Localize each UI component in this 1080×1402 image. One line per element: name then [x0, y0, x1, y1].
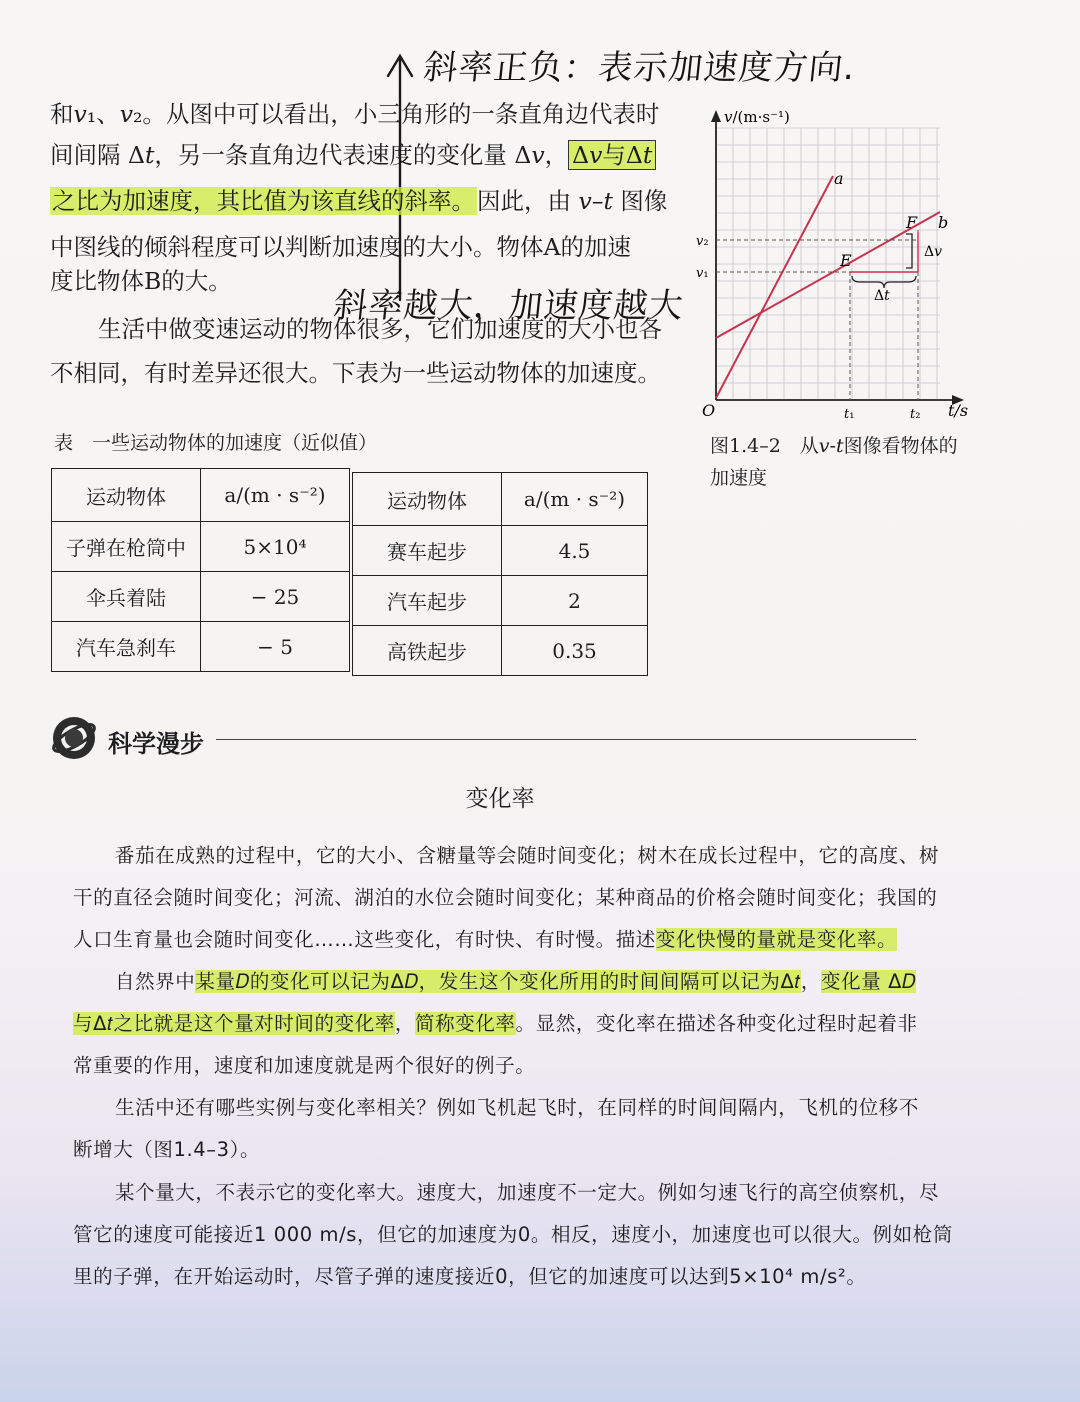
point-e-label: E	[840, 251, 852, 270]
point-f-label: F	[906, 213, 918, 232]
text-segment: 。显然，变化率在描述各种变化过程时起着非	[515, 1012, 918, 1035]
tick-v1: 𝑣₁	[696, 266, 709, 281]
table-cell: 2	[502, 576, 648, 626]
line-a	[716, 176, 833, 398]
text-segment: 人口生育量也会随时间变化……这些变化，有时快、有时慢。描述	[73, 928, 656, 951]
table-cell: 5×10⁴	[201, 522, 350, 572]
table-row	[353, 576, 648, 626]
text-line: 度比物体B的大。	[50, 267, 232, 295]
vt-graph	[690, 100, 980, 430]
table-cell: 汽车急刹车	[52, 622, 201, 672]
delta-t-brace	[852, 276, 916, 288]
text-line: 和𝑣₁、𝑣₂。从图中可以看出，小三角形的一条直角边代表时	[50, 100, 660, 128]
table-cell: − 25	[201, 572, 350, 622]
text-line: 不相同，有时差异还很大。下表为一些运动物体的加速度。	[50, 359, 661, 387]
text-segment: ，	[394, 1012, 416, 1035]
table-row	[353, 526, 648, 576]
handwritten-note-direction: 斜率正负：表示加速度方向.	[421, 48, 858, 88]
table-header: 运动物体	[353, 473, 502, 526]
acceleration-table	[51, 468, 350, 672]
text-segment: 因此，由 𝑣–𝑡 图像	[477, 187, 668, 215]
table-header-row	[353, 473, 648, 526]
table-row	[52, 622, 350, 672]
article-line: 管它的速度可能接近1 000 m/s，但它的加速度为0。相反，速度小，加速度也可以很大。例如枪筒	[73, 1223, 953, 1246]
table-cell: 汽车起步	[353, 576, 502, 626]
highlighted-definition: 某量𝐷的变化可以记为Δ𝐷，发生这个变化所用的时间间隔可以记为Δ𝑡	[195, 970, 801, 993]
text-line: 生活中做变速运动的物体很多，它们加速度的大小也各	[98, 315, 662, 343]
table-cell: 0.35	[502, 626, 648, 676]
highlighted-ratio: Δ𝑣与Δ𝑡	[568, 140, 656, 170]
highlighted-definition: 变化量 Δ𝐷	[821, 970, 917, 993]
section-divider	[216, 739, 916, 740]
y-axis-arrow	[711, 110, 721, 122]
table-cell: 赛车起步	[353, 526, 502, 576]
text-line	[50, 141, 656, 169]
text-segment: ，	[800, 970, 821, 993]
delta-v-label: Δ𝑣	[924, 244, 943, 260]
table-cell: 4.5	[502, 526, 648, 576]
text-line: 中图线的倾斜程度可以判断加速度的大小。物体A的加速	[50, 233, 631, 261]
table-header: 运动物体	[52, 469, 201, 522]
article-line: 干的直径会随时间变化；河流、湖泊的水位会随时间变化；某种商品的价格会随时间变化；我国的	[73, 886, 938, 909]
delta-v-brace	[906, 234, 912, 268]
line-b-label: 𝑏	[938, 213, 949, 232]
delta-t-label: Δ𝑡	[874, 288, 890, 304]
tick-t2: 𝑡₂	[910, 407, 921, 422]
science-globe-icon	[50, 714, 98, 762]
table-cell: 高铁起步	[353, 626, 502, 676]
article-title: 变化率	[465, 786, 535, 812]
table-row	[52, 572, 350, 622]
graph-grid	[716, 128, 943, 400]
tick-t1: 𝑡₁	[844, 407, 855, 422]
table-header: a/(m · s⁻²)	[502, 473, 648, 526]
article-line: 某个量大，不表示它的变化率大。速度大，加速度不一定大。例如匀速飞行的高空侦察机，尽	[115, 1181, 940, 1204]
line-a-label: 𝑎	[834, 169, 844, 188]
table-cell: 伞兵着陆	[52, 572, 201, 622]
text-segment: 间间隔 Δ𝑡，另一条直角边代表速度的变化量 Δ𝑣，	[50, 141, 569, 169]
article-line: 番茄在成熟的过程中，它的大小、含糖量等会随时间变化；树木在成长过程中，它的高度、树	[115, 844, 940, 867]
table-row	[353, 626, 648, 676]
highlighted-definition: 与Δ𝑡之比就是这个量对时间的变化率	[73, 1012, 395, 1035]
highlighted-definition: 简称变化率	[415, 1012, 516, 1035]
x-axis-label: 𝑡/s	[948, 401, 969, 420]
y-axis-label: 𝑣/(m·s⁻¹)	[724, 108, 790, 126]
article-line: 里的子弹，在开始运动时，尽管子弹的速度接近0，但它的加速度可以达到5×10⁴ m/s²。	[73, 1265, 867, 1288]
highlighted-definition: 变化快慢的量就是变化率。	[655, 928, 898, 951]
origin-label: O	[702, 401, 716, 420]
article-line	[73, 1014, 918, 1034]
table-row	[52, 522, 350, 572]
highlighted-definition: 之比为加速度，其比值为该直线的斜率。	[52, 187, 475, 215]
table-cell: 子弹在枪筒中	[52, 522, 201, 572]
article-line: 断增大（图1.4–3）。	[73, 1138, 261, 1161]
text-segment: 自然界中	[115, 970, 196, 993]
table-header: a/(m · s⁻²)	[201, 469, 350, 522]
acceleration-table-right	[352, 472, 648, 676]
handwritten-arrow	[380, 50, 420, 310]
table-header-row	[52, 469, 350, 522]
figure-caption: 图1.4–2 从𝑣-𝑡图像看物体的加速度	[710, 435, 958, 489]
article-line	[115, 972, 916, 992]
article-line	[73, 930, 897, 950]
text-line	[50, 187, 668, 215]
tick-v2: 𝑣₂	[696, 234, 709, 249]
table-cell: − 5	[201, 622, 350, 672]
handwritten-note-slope: 斜率越大，加速度越大	[331, 286, 686, 326]
article-line: 生活中还有哪些实例与变化率相关？例如飞机起飞时，在同样的时间间隔内，飞机的位移不	[115, 1096, 920, 1119]
section-title: 科学漫步	[108, 730, 204, 758]
table-caption: 表 一些运动物体的加速度（近似值）	[54, 432, 378, 454]
article-line: 常重要的作用，速度和加速度就是两个很好的例子。	[73, 1054, 536, 1077]
